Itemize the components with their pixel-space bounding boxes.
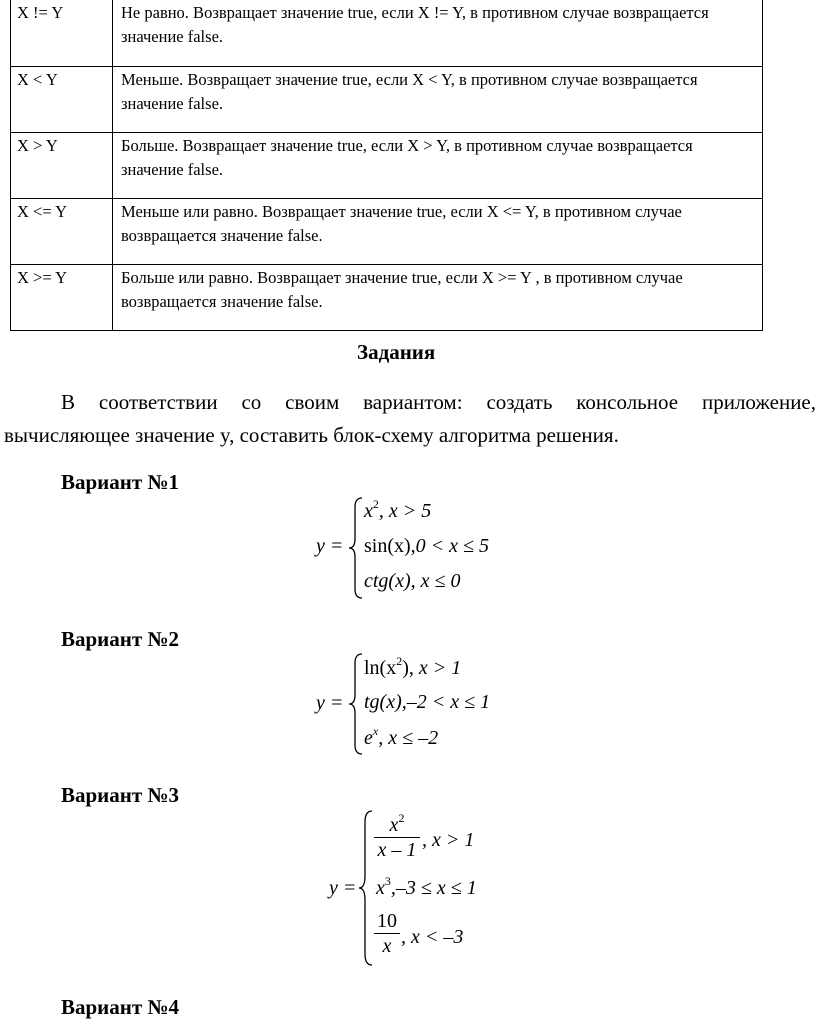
operator-cell: X > Y: [11, 132, 113, 198]
operator-cell: X <= Y: [11, 198, 113, 264]
variant-2-title: Вариант №2: [61, 627, 180, 651]
intro-line-1: В соответствии со своим вариантом: создать консольное приложение,: [61, 390, 816, 414]
variant-3-title: Вариант №3: [61, 783, 180, 807]
description-cell: Меньше или равно. Возвращает значение true, если X <= Y, в противном случае возвращается значение false.: [113, 198, 763, 264]
table-row: [11, 264, 763, 330]
variant-4-title: Вариант №4: [61, 995, 180, 1019]
case-1-condition: , x > 1: [422, 829, 475, 851]
formula-lhs: y =: [329, 877, 357, 899]
curly-brace-icon: [348, 653, 364, 755]
case-3-fraction: $\frac{10}{x}$: [374, 910, 400, 958]
table-row: [11, 132, 763, 198]
case-1-fraction: $\frac{x^2}{x - 1}$: [374, 814, 420, 862]
description-cell: Не равно. Возвращает значение true, если X != Y, в противном случае возвращается значение false.: [113, 0, 763, 66]
case-3: ctg(x), x ≤ 0: [364, 570, 461, 592]
variant-1-title: Вариант №1: [61, 470, 180, 494]
table-row: [11, 198, 763, 264]
table-row: [11, 0, 763, 66]
case-3-condition: , x < –3: [401, 926, 464, 948]
curly-brace-icon: [348, 497, 364, 599]
description-cell: Больше. Возвращает значение true, если X > Y, в противном случае возвращается значение false.: [113, 132, 763, 198]
case-1: $\ln(x^2)$, x > 1: [364, 654, 462, 679]
case-2: tg(x),–2 < x ≤ 1: [364, 691, 491, 713]
curly-brace-icon: [358, 810, 374, 966]
section-title: Задания: [357, 340, 436, 364]
intro-line-2: вычисляющее значение y, составить блок-схему алгоритма решения.: [4, 423, 619, 447]
table-row: [11, 66, 763, 132]
operator-cell: X < Y: [11, 66, 113, 132]
case-1: $x^2$, x > 5: [364, 497, 432, 522]
case-2: sin(x),0 < x ≤ 5: [364, 535, 490, 557]
operator-cell: X >= Y: [11, 264, 113, 330]
description-cell: Больше или равно. Возвращает значение true, если X >= Y , в противном случае возвращается значение false.: [113, 264, 763, 330]
description-cell: Меньше. Возвращает значение true, если X < Y, в противном случае возвращается значение false.: [113, 66, 763, 132]
formula-lhs: y =: [316, 692, 344, 714]
case-3: $e^x$, x ≤ –2: [364, 724, 439, 749]
formula-lhs: y =: [316, 535, 344, 557]
operator-cell: X != Y: [11, 0, 113, 66]
operators-table: [10, 0, 763, 331]
case-2: $x^3,-3 \le x \le 1$: [376, 874, 477, 899]
